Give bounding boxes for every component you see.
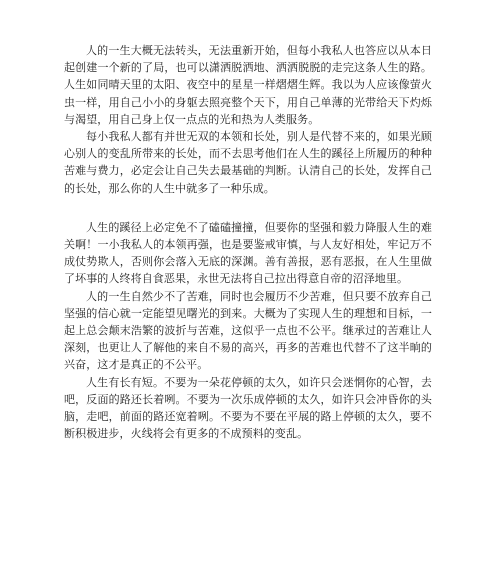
section-2	[64, 219, 432, 443]
paragraph: 人生有长有短。不要为一朵花停顿的太久，如许只会迷惘你的心智，去吧，反面的路还长着咧。不要为一次乐成停顿的太久，如许只会冲昏你的头脑，走吧，前面的路还宽着咧。不要为不要在平展的路上停顿的太久，要不断积极进步，火线将会有更多的不成预料的变乱。	[64, 375, 432, 441]
section-1	[64, 42, 432, 197]
paragraph: 人的一生大概无法转头，无法重新开始，但每小我私人也答应以从本日起创建一个新的了局，也可以潇洒脱洒地、洒洒脱脱的走完这条人生的路。人生如同晴天里的太阳、夜空中的星星一样熠熠生辉。我以为人应该像萤火虫一样，用自己小小的身躯去照亮整个天下，用自己单薄的光带给天下灼烁与渴望，用自己身上仅一点点的光和热为人类服务。	[64, 44, 432, 126]
document-page	[64, 42, 432, 442]
paragraph: 人的一生自然少不了苦难，同时也会履历不少苦难，但只要不放弃自己坚强的信心就一定能望见曙光的到来。大概为了实现人生的理想和目标，一起上总会颠末浩繁的波折与苦难，这似乎一点也不公平。继承过的苦难让人深刻，也更让人了解他的来自不易的高兴，再多的苦难也代替不了这半晌的兴奋，这才是真正的不公平。	[64, 289, 432, 372]
section-gap	[64, 197, 432, 219]
paragraph: 每小我私人都有并世无双的本领和长处，别人是代替不来的，如果光顾心别人的变乱所带来的长处，而不去思考他们在人生的蹊径上所履历的种种苦难与费力，必定会让自己失去最基础的判断。认清自己的长处，发挥自己的长处，那么你的人生中就多了一种乐成。	[64, 130, 432, 195]
paragraph: 人生的蹊径上必定免不了磕磕撞撞，但要你的坚强和毅力降服人生的难关啊！一小我私人的本领再强，也是要鉴戒审慎，与人友好相处，牢记万不成仗势欺人，否则你会落入无底的深渊。善有善报，恶有恶报，在人生里做了坏事的人终将自食恶果，永世无法将自己拉出得意自帝的沼泽地里。	[64, 220, 432, 286]
